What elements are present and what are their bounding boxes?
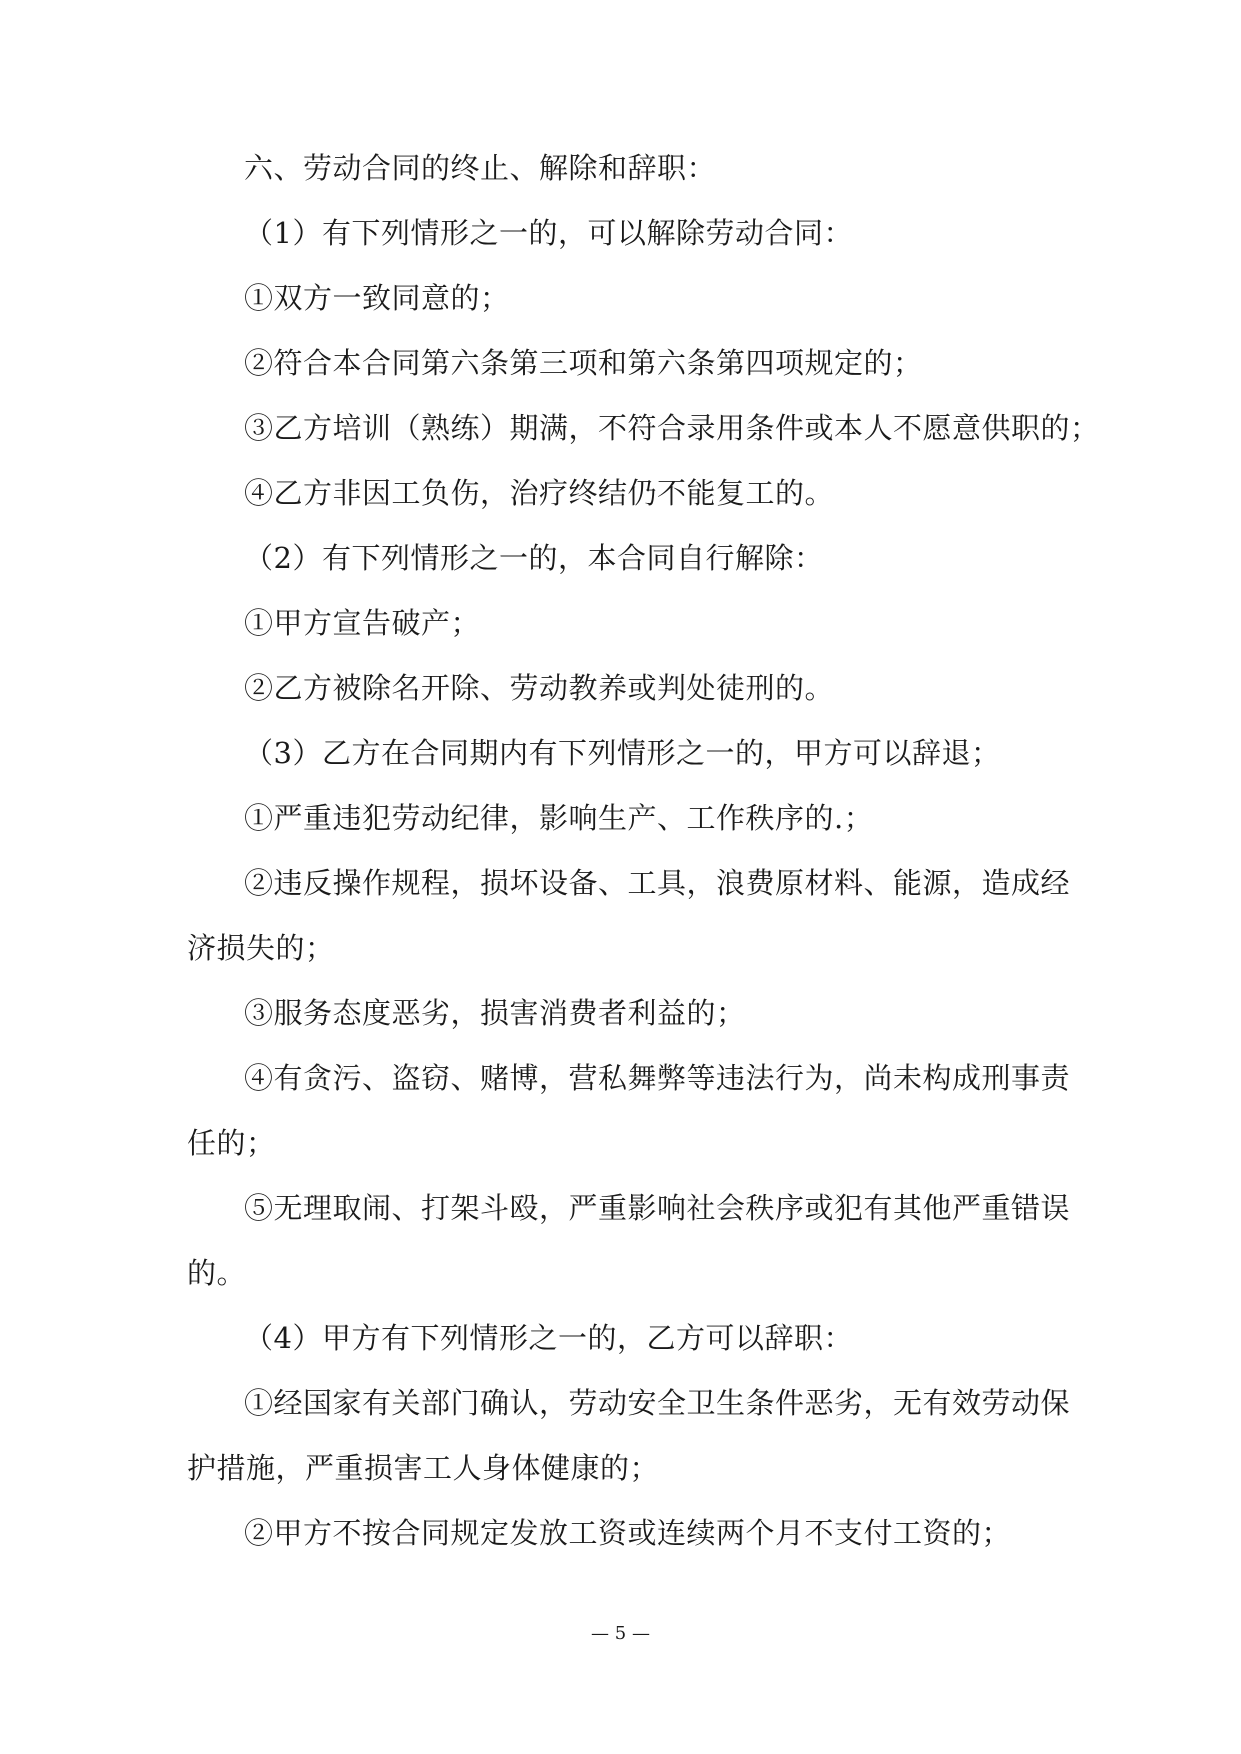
clause-line: ②符合本合同第六条第三项和第六条第四项规定的； — [244, 346, 923, 380]
clause-continuation: 的。 — [187, 1256, 247, 1290]
subsection-3-heading: （3）乙方在合同期内有下列情形之一的，甲方可以辞退； — [244, 736, 1001, 770]
subsection-4-heading: （4）甲方有下列情形之一的，乙方可以辞职： — [244, 1321, 853, 1355]
clause-line: ②乙方被除名开除、劳动教养或判处徒刑的。 — [244, 671, 835, 705]
clause-line: ②甲方不按合同规定发放工资或连续两个月不支付工资的； — [244, 1516, 1012, 1550]
clause-continuation: 护措施，严重损害工人身体健康的； — [187, 1451, 660, 1485]
clause-line: ⑤无理取闹、打架斗殴，严重影响社会秩序或犯有其他严重错误 — [244, 1191, 1071, 1225]
clause-line: ④乙方非因工负伤，治疗终结仍不能复工的。 — [244, 476, 835, 510]
clause-line: ②违反操作规程，损坏设备、工具，浪费原材料、能源，造成经 — [244, 866, 1071, 900]
clause-line: ①双方一致同意的； — [244, 281, 510, 315]
clause-line: ③服务态度恶劣，损害消费者利益的； — [244, 996, 746, 1030]
section-heading: 六、劳动合同的终止、解除和辞职： — [244, 151, 717, 185]
subsection-2-heading: （2）有下列情形之一的，本合同自行解除： — [244, 541, 824, 575]
clause-line: ①经国家有关部门确认，劳动安全卫生条件恶劣，无有效劳动保 — [244, 1386, 1071, 1420]
clause-continuation: 济损失的； — [187, 931, 335, 965]
page-number: — 5 — — [591, 1623, 650, 1644]
clause-line: ③乙方培训（熟练）期满，不符合录用条件或本人不愿意供职的； — [244, 411, 1100, 445]
subsection-1-heading: （1）有下列情形之一的，可以解除劳动合同： — [244, 216, 853, 250]
clause-line: ①甲方宣告破产； — [244, 606, 481, 640]
clause-continuation: 任的； — [187, 1126, 276, 1160]
clause-line: ④有贪污、盗窃、赌博，营私舞弊等违法行为，尚未构成刑事责 — [244, 1061, 1071, 1095]
clause-line: ①严重违犯劳动纪律，影响生产、工作秩序的.； — [244, 801, 874, 835]
